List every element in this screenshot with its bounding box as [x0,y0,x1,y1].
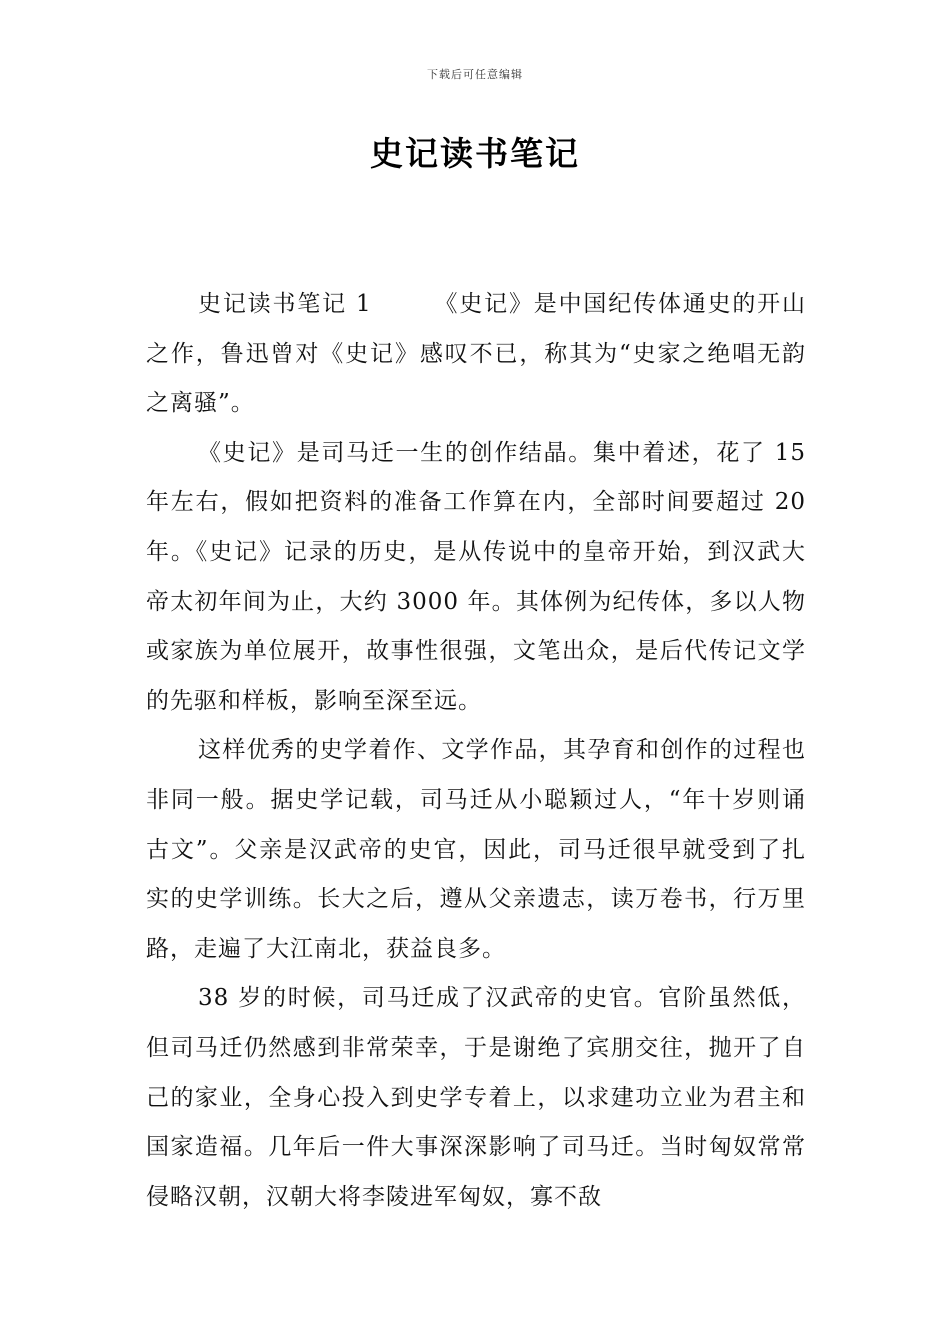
paragraph-3: 这样优秀的史学着作、文学作品，其孕育和创作的过程也非同一般。据史学记载，司马迁从小聪颖过人，“年十岁则诵古文”。父亲是汉武帝的史官，因此，司马迁很早就受到了扎实的史学训练。长大之后，遵从父亲遗志，读万卷书，行万里路，走遍了大江南北，获益良多。 [146,737,806,962]
document-title: 史记读书笔记 [370,134,580,173]
paragraph-2: 《史记》是司马迁一生的创作结晶。集中着述，花了 15 年左右，假如把资料的准备工作算在内，全部时间要超过 20 年。《史记》记录的历史，是从传说中的皇帝开始，到汉武大帝太初年间为止，大约 3000 年。其体例为纪传体，多以人物或家族为单位展开，故事性很强，文笔出众，是后代传记文学的先驱和样板，影响至深至远。 [146,439,806,714]
paragraph-1-text: 《史记》是中国纪传体通史的开山之作，鲁迅曾对《史记》感叹不已，称其为“史家之绝唱无韵之离骚”。 [146,291,806,417]
document-body [146,280,806,1222]
paragraph-1-lead: 史记读书笔记 1 [198,291,372,317]
paragraph-1 [146,280,806,429]
header-note: 下载后可任意编辑 [427,68,523,81]
paragraph-4: 38 岁的时候，司马迁成了汉武帝的史官。官阶虽然低，但司马迁仍然感到非常荣幸，于是谢绝了宾朋交往，抛开了自己的家业，全身心投入到史学专着上，以求建功立业为君主和国家造福。几年后一件大事深深影响了司马迁。当时匈奴常常侵略汉朝，汉朝大将李陵进军匈奴，寡不敌 [146,985,806,1210]
